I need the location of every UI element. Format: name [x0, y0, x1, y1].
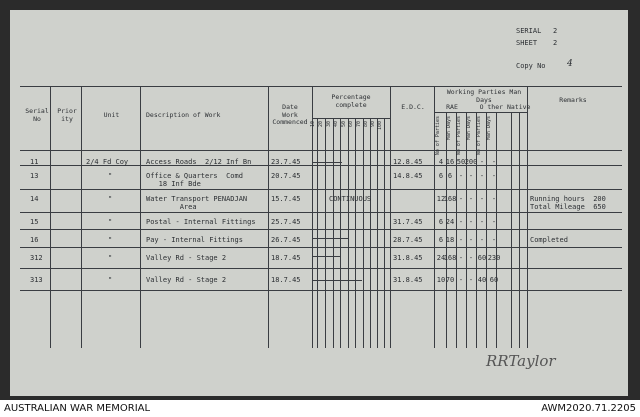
row-working-party-value: -	[479, 218, 485, 226]
row-working-party-value: -	[491, 158, 497, 166]
percentage-tick-label: 50	[341, 121, 347, 128]
row-working-party-value: -	[479, 236, 485, 244]
column-divider	[527, 86, 528, 348]
row-working-party-value: 18	[445, 236, 455, 244]
row-working-party-value: 16	[445, 158, 455, 166]
row-percentage-text: CONTINUOUS	[329, 195, 372, 203]
row-working-party-value: -	[468, 276, 474, 284]
row-working-party-value: 168	[443, 254, 457, 262]
working-party-subheader: Man Days	[466, 116, 472, 141]
row-unit: "	[108, 218, 113, 226]
row-serial: 312	[30, 254, 43, 262]
working-party-divider	[466, 112, 467, 348]
col-other-native: O ther Native	[479, 103, 531, 111]
row-unit: "	[108, 195, 113, 203]
serial-value: 2	[553, 27, 558, 35]
row-divider	[20, 229, 622, 230]
row-working-party-value: 4	[438, 158, 444, 166]
row-working-party-value: 6	[438, 218, 444, 226]
row-working-party-value: 40	[477, 276, 487, 284]
percentage-divider	[384, 118, 385, 348]
row-serial: 16	[30, 236, 39, 244]
sheet-label: SHEET	[516, 39, 538, 47]
row-unit: "	[108, 254, 113, 262]
row-description: Office & Quarters Comd 18 Inf Bde	[146, 172, 243, 188]
working-party-subheader: No of Parties	[476, 116, 482, 156]
row-edc: 12.8.45	[393, 158, 423, 166]
row-remarks: Running hours 200 Total Mileage 650	[530, 195, 606, 211]
row-working-party-value: 230	[487, 254, 501, 262]
percentage-tick-label: 70	[356, 121, 362, 128]
working-party-subheader: No of Parties	[456, 116, 462, 156]
row-description: Valley Rd - Stage 2	[146, 276, 227, 284]
serial-label: SERIAL	[516, 27, 542, 35]
copy-value: 4	[567, 59, 573, 69]
row-working-party-value: -	[468, 254, 474, 262]
row-date: 20.7.45	[271, 172, 301, 180]
row-date: 26.7.45	[271, 236, 301, 244]
percentage-tick-label: 30	[326, 121, 332, 128]
row-working-party-value: -	[479, 172, 485, 180]
row-working-party-value: 12	[436, 195, 446, 203]
percentage-divider	[348, 118, 349, 348]
row-date: 23.7.45	[271, 158, 301, 166]
row-unit: "	[108, 236, 113, 244]
row-description: Water Transport PENADJAN Area	[146, 195, 248, 211]
working-party-divider	[519, 112, 520, 348]
row-date: 15.7.45	[271, 195, 301, 203]
col-remarks: Remarks	[559, 96, 587, 104]
row-serial: 14	[30, 195, 39, 203]
percentage-tick-label: 20	[318, 121, 324, 128]
row-working-party-value: -	[479, 195, 485, 203]
row-working-party-value: -	[491, 218, 497, 226]
row-description: Pay - Internal Fittings	[146, 236, 243, 244]
row-date: 25.7.45	[271, 218, 301, 226]
row-working-party-value: -	[458, 218, 464, 226]
row-remarks: Completed	[530, 236, 568, 244]
footer-ref: AWM2020.71.2205	[541, 403, 636, 414]
percentage-tick-label: 40	[333, 121, 339, 128]
row-working-party-value: -	[491, 236, 497, 244]
row-working-party-value: 50	[456, 158, 466, 166]
percentage-tick-label: 90	[370, 121, 376, 128]
col-percentage: Percentage complete	[331, 93, 371, 109]
row-working-party-value: 6	[447, 172, 453, 180]
working-party-subheader-line	[434, 112, 527, 113]
copy-label: Copy No	[516, 62, 546, 70]
row-working-party-value: 60	[489, 276, 499, 284]
col-description: Description of Work	[146, 111, 221, 119]
footer-bar	[0, 400, 640, 417]
percentage-divider	[333, 118, 334, 348]
percentage-divider	[325, 118, 326, 348]
percentage-tick-label: 10	[310, 121, 316, 128]
row-serial: 13	[30, 172, 39, 180]
signature: RRTaylor	[486, 352, 556, 370]
percentage-divider	[355, 118, 356, 348]
column-divider	[140, 86, 141, 348]
row-divider	[20, 189, 622, 190]
working-party-divider	[486, 112, 487, 348]
row-working-party-value: 24	[436, 254, 446, 262]
progress-dash	[312, 280, 362, 281]
row-working-party-value: -	[468, 172, 474, 180]
working-party-divider	[446, 112, 447, 348]
progress-dash	[312, 162, 342, 163]
row-working-party-value: -	[468, 195, 474, 203]
row-working-party-value: 168	[443, 195, 457, 203]
header-bottom-border	[20, 150, 622, 151]
working-party-divider	[496, 112, 497, 348]
row-unit: "	[108, 172, 113, 180]
row-divider	[20, 212, 622, 213]
row-working-party-value: -	[458, 172, 464, 180]
percentage-divider	[363, 118, 364, 348]
row-divider	[20, 290, 622, 291]
col-unit: Unit	[103, 111, 120, 119]
col-serial: Serial No	[25, 107, 49, 123]
row-working-party-value: 200	[464, 158, 478, 166]
sheet-value: 2	[553, 39, 558, 47]
row-working-party-value: -	[458, 236, 464, 244]
row-edc: 31.8.45	[393, 254, 423, 262]
percentage-tick-label: 60	[348, 121, 354, 128]
percentage-tick-label: 100	[377, 121, 383, 131]
row-working-party-value: -	[458, 254, 464, 262]
percentage-divider	[370, 118, 371, 348]
row-working-party-value: -	[491, 195, 497, 203]
row-working-party-value: -	[491, 172, 497, 180]
row-edc: 14.8.45	[393, 172, 423, 180]
row-working-party-value: 60	[477, 254, 487, 262]
row-edc: 31.7.45	[393, 218, 423, 226]
row-working-party-value: 6	[438, 236, 444, 244]
percentage-subheader-line	[312, 118, 390, 119]
row-working-party-value: -	[468, 236, 474, 244]
column-divider	[81, 86, 82, 348]
row-description: Access Roads 2/12 Inf Bn	[146, 158, 252, 166]
column-divider	[390, 86, 391, 348]
row-divider	[20, 268, 622, 269]
row-date: 18.7.45	[271, 276, 301, 284]
row-edc: 31.8.45	[393, 276, 423, 284]
row-working-party-value: -	[479, 158, 485, 166]
col-edc: E.D.C.	[401, 103, 425, 111]
percentage-divider	[317, 118, 318, 348]
row-divider	[20, 247, 622, 248]
progress-dash	[312, 238, 348, 239]
col-date: Date Work Commenced	[272, 103, 308, 126]
row-description: Postal - Internal Fittings	[146, 218, 256, 226]
progress-dash	[312, 256, 340, 257]
working-party-divider	[511, 112, 512, 348]
row-working-party-value: 6	[438, 172, 444, 180]
row-working-party-value: 70	[445, 276, 455, 284]
working-party-subheader: Man Days	[446, 116, 452, 141]
working-party-subheader: Man Days	[486, 116, 492, 141]
working-party-subheader: No of Parties	[435, 116, 441, 156]
row-unit: "	[108, 276, 113, 284]
percentage-tick-label: 80	[363, 121, 369, 128]
row-working-party-value: -	[458, 276, 464, 284]
row-serial: 11	[30, 158, 39, 166]
row-edc: 28.7.45	[393, 236, 423, 244]
row-unit: 2/4 Fd Coy	[86, 158, 129, 166]
row-working-party-value: 10	[436, 276, 446, 284]
percentage-divider	[340, 118, 341, 348]
row-working-party-value: -	[468, 218, 474, 226]
row-serial: 15	[30, 218, 39, 226]
column-divider	[50, 86, 51, 348]
col-priority: Prior ity	[57, 107, 77, 123]
footer-source: AUSTRALIAN WAR MEMORIAL	[4, 403, 151, 414]
col-rae: RAE	[446, 103, 458, 111]
table-top-border	[20, 86, 622, 87]
row-working-party-value: -	[458, 195, 464, 203]
col-working-parties: Working Parties Man Days	[446, 88, 522, 104]
percentage-divider	[377, 118, 378, 348]
row-working-party-value: 24	[445, 218, 455, 226]
row-date: 18.7.45	[271, 254, 301, 262]
row-serial: 313	[30, 276, 43, 284]
row-description: Valley Rd - Stage 2	[146, 254, 227, 262]
